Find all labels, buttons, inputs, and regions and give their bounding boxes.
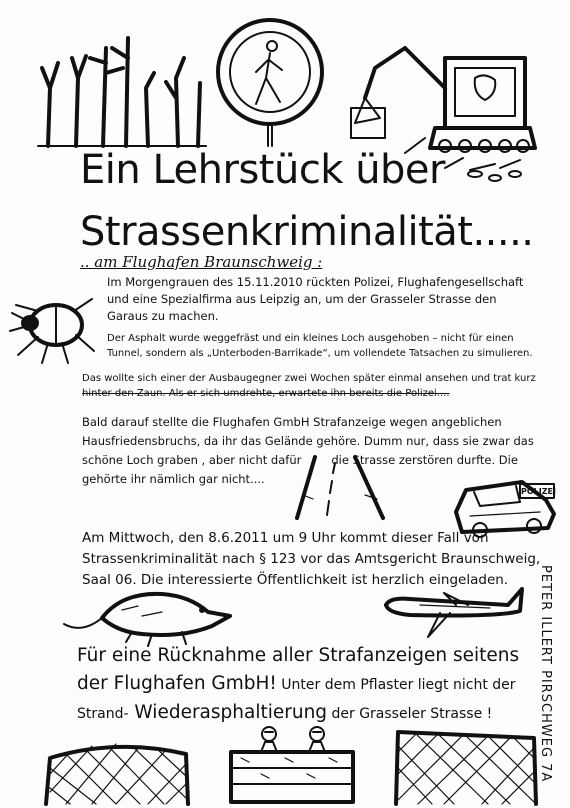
paragraph-5-line-1: Am Mittwoch, den 8.6.2011 um 9 Uhr kommt dieser Fall von	[82, 530, 489, 546]
paragraph-3	[82, 371, 536, 401]
paragraph-2	[107, 331, 533, 361]
paragraph-5-line-2: Strassenkriminalität nach § 123 vor das Amtsgericht Braunschweig,	[82, 551, 541, 567]
paragraph-4-line-3b: die Strasse zerstören durfte. Die	[331, 453, 518, 467]
callout-line-3a: Strand-	[77, 706, 129, 722]
pedestrian-prohibited-sign-icon	[212, 8, 332, 148]
callout-line-2a: der Flughafen GmbH!	[77, 673, 277, 694]
airplane-icon	[380, 585, 525, 640]
paragraph-2-line-1: Der Asphalt wurde weggefräst und ein kleines Loch ausgehoben – nicht für einen	[107, 333, 514, 344]
callout-line-1: Für eine Rücknahme aller Strafanzeigen seitens	[77, 645, 520, 666]
barricade-with-people-icon	[225, 722, 360, 806]
paragraph-1-line-3: Garaus zu machen.	[107, 309, 219, 323]
signature: PETER ILLERT PIRSCHWEG 7A	[538, 565, 553, 783]
paragraph-1-line-2: und eine Spezialfirma aus Leipzig an, um der Grasseler Strasse den	[107, 292, 497, 306]
title-line-2: Strassenkriminalität.....	[80, 209, 534, 255]
paragraph-4-line-3a: schöne Loch graben , aber nicht dafür	[82, 453, 302, 467]
paragraph-4-line-2: Hausfriedensbruchs, da ihr das Gelände gehöre. Dumm nur, dass sie zwar das	[82, 434, 534, 448]
paragraph-3-line-2: hinter den Zaun. Als er sich umdrehte, erwartete ihn bereits die Polizei....	[82, 388, 450, 399]
callout-line-3c: der Grasseler Strasse !	[327, 706, 493, 722]
beetle-icon	[8, 285, 98, 365]
paragraph-1	[107, 274, 523, 325]
callout-line-2	[77, 670, 519, 699]
dead-trees-icon	[28, 18, 208, 148]
paragraph-5-line-3: Saal 06. Die interessierte Öffentlichkeit ist herzlich eingeladen.	[82, 572, 509, 588]
callout-line-2b: Unter dem Pflaster liegt nicht der	[276, 677, 516, 693]
paragraph-4-line-1: Bald darauf stellte die Flughafen GmbH Strafanzeige wegen angeblichen	[82, 415, 502, 429]
paragraph-3-line-1: Das wollte sich einer der Ausbaugegner zwei Wochen später einmal ansehen und trat kurz	[82, 373, 536, 384]
callout-line-3b: Wiederasphaltierung	[128, 702, 328, 723]
fence-right-icon	[388, 712, 543, 806]
police-car-label: POLIZEI	[521, 487, 556, 496]
rat-icon	[62, 578, 242, 648]
handwritten-intro: .. am Flughafen Braunschweig :	[80, 253, 323, 271]
title-line-1: Ein Lehrstück über	[80, 147, 445, 193]
paragraph-2-line-2: Tunnel, sondern als „Unterboden-Barrikade“, um vollendete Tatsachen zu simulieren.	[107, 348, 533, 359]
paragraph-1-line-1: Im Morgengrauen des 15.11.2010 rückten Polizei, Flughafengesellschaft	[107, 275, 524, 289]
fence-left-icon	[36, 718, 196, 806]
paragraph-4-line-4: gehörte ihr nämlich gar nicht....	[82, 472, 265, 486]
road-icon	[295, 455, 385, 520]
